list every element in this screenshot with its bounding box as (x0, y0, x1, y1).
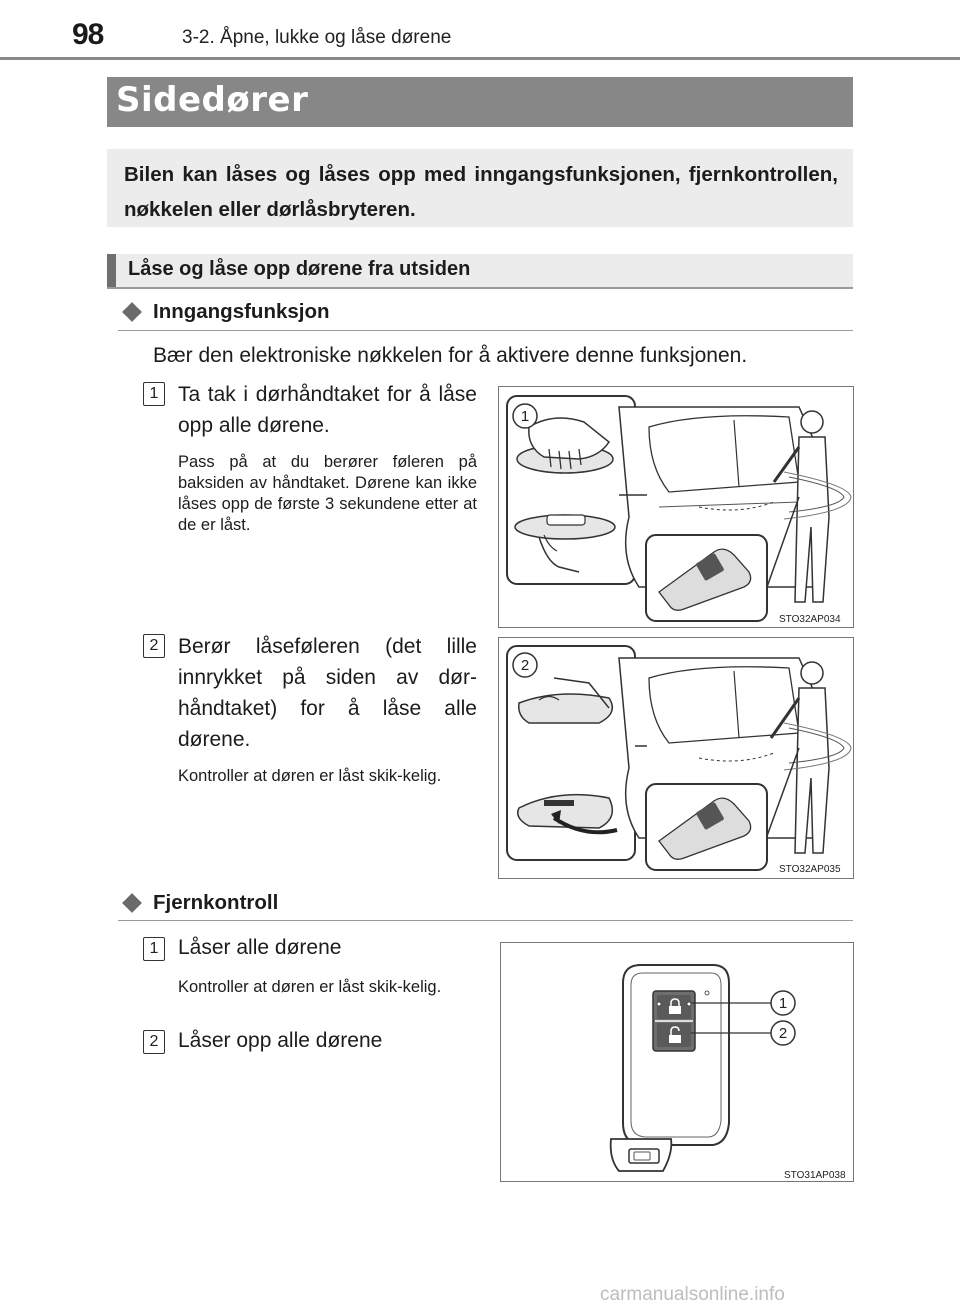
diamond-bullet-icon (122, 893, 142, 913)
figure-callout: 2 (778, 1025, 788, 1042)
header-divider (0, 57, 960, 60)
step-number-badge: 2 (143, 634, 165, 658)
subsection-title-entry: Inngangsfunksjon (153, 300, 330, 323)
page-title: Sidedører (116, 80, 309, 120)
step-note: Kontroller at døren er låst skik-kelig. (178, 767, 442, 785)
step-text: Ta tak i dørhåndtaket for å låse opp alle dørene. (178, 383, 477, 437)
figure-code: STO32AP034 (779, 614, 841, 625)
item-number-badge: 1 (143, 937, 165, 961)
page-number: 98 (72, 18, 104, 51)
section-title: Låse og låse opp dørene fra utsiden (128, 258, 471, 280)
figure-door-handle-lock (498, 637, 854, 879)
figure-door-handle-unlock (498, 386, 854, 628)
section-divider (107, 287, 853, 289)
subsection-divider (118, 330, 853, 331)
step-text: Berør låseføleren (det lille innrykket på siden av dør-håndtaket) for å låse alle dørene. (178, 635, 477, 751)
diamond-bullet-icon (122, 302, 142, 322)
figure-code: STO31AP038 (784, 1170, 846, 1181)
item-note: Kontroller at døren er låst skik-kelig. (178, 978, 442, 996)
subsection-title-remote: Fjernkontroll (153, 891, 279, 914)
chapter-title: 3-2. Åpne, lukke og låse dørene (182, 27, 452, 48)
figure-callout: 1 (778, 995, 788, 1012)
intro-text: Bilen kan låses og låses opp med inngangsfunksjonen, fjernkontrollen, nøkkelen eller dørlåsbryteren. (124, 163, 838, 221)
figure-code: STO32AP035 (779, 864, 841, 875)
subsection-divider (118, 920, 853, 921)
step-number-badge: 1 (143, 382, 165, 406)
item-number-badge: 2 (143, 1030, 165, 1054)
figure-callout: 1 (520, 408, 530, 425)
item-text: Låser opp alle dørene (178, 1029, 383, 1052)
entry-description: Bær den elektroniske nøkkelen for å aktivere denne funksjonen. (153, 344, 748, 367)
item-text: Låser alle dørene (178, 936, 342, 959)
section-accent-bar (107, 254, 116, 287)
watermark: carmanualsonline.info (600, 1284, 785, 1305)
step-note: Pass på at du berører føleren på baksiden av håndtaket. Dørene kan ikke låses opp de første 3 sekundene etter at de er låst. (178, 453, 477, 534)
figure-smart-key (500, 942, 854, 1182)
figure-callout: 2 (520, 657, 530, 674)
